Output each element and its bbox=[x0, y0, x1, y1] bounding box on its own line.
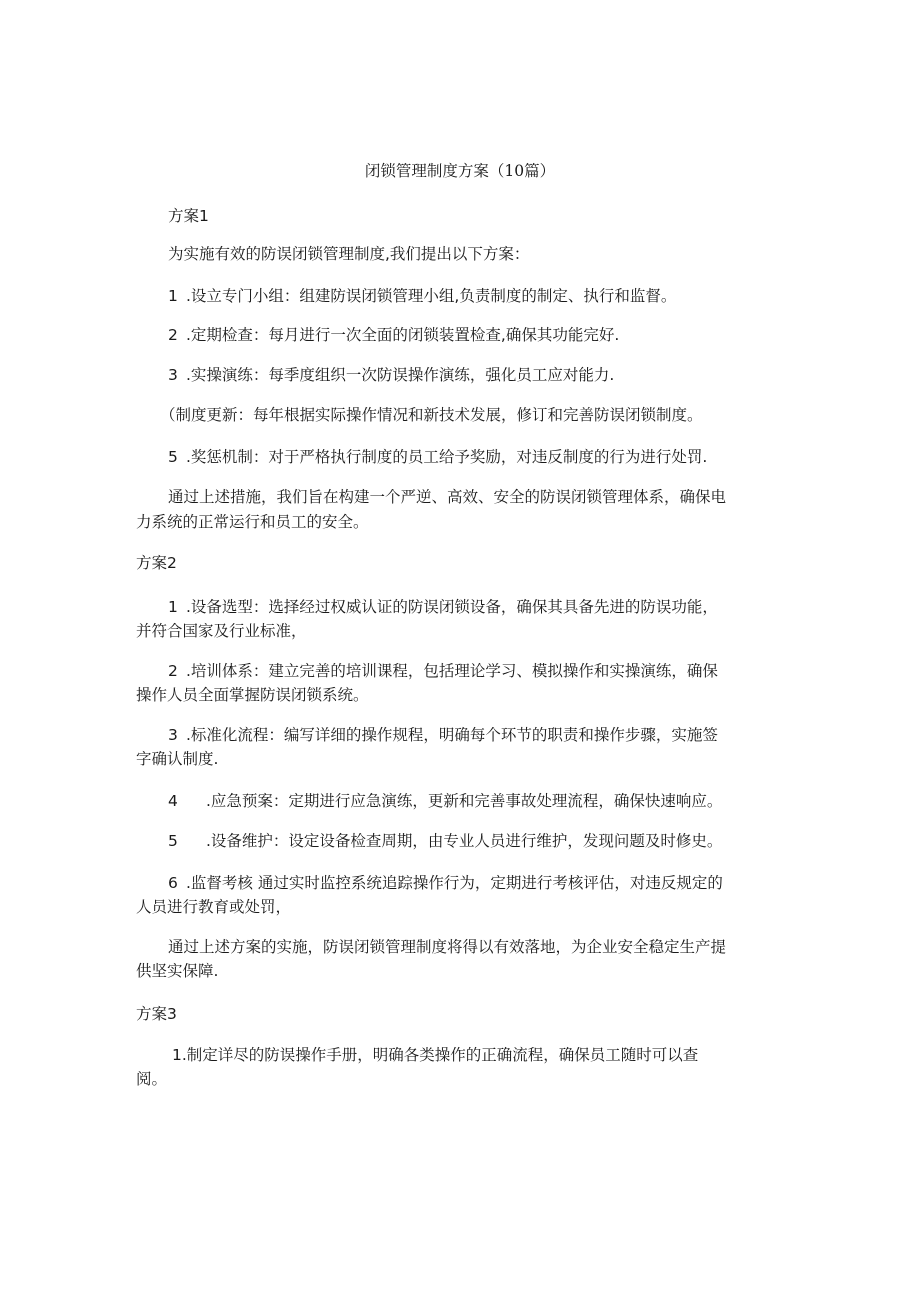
plan1-conclusion-line1: 通过上述措施，我们旨在构建一个严逆、高效、安全的防误闭锁管理体系，确保电 bbox=[168, 488, 727, 506]
plan2-item-1-line2: 并符合国家及行业标准， bbox=[136, 622, 307, 640]
plan1-heading: 方案1 bbox=[168, 207, 209, 225]
plan2-item-2-line1: .培训体系：建立完善的培训课程，包括理论学习、模拟操作和实操演练，确保 bbox=[186, 662, 718, 680]
plan2-item-2-line2: 操作人员全面掌握防误闭锁系统。 bbox=[136, 686, 369, 704]
plan1-item-2 bbox=[168, 325, 619, 345]
plan2-item-1 bbox=[168, 597, 718, 617]
plan2-item-2 bbox=[168, 661, 718, 681]
plan3-item-1-line2: 阅。 bbox=[136, 1070, 168, 1088]
document-title: 闭锁管理制度方案（10篇） bbox=[364, 162, 556, 180]
plan2-item-5-num: 5 bbox=[168, 832, 178, 850]
plan1-item-3-text: .实操演练：每季度组织一次防误操作演练，强化员工应对能力. bbox=[186, 366, 615, 384]
plan1-item-5-num: 5 bbox=[168, 448, 178, 466]
plan1-item-1-num: 1 bbox=[168, 287, 178, 305]
plan1-item-1-text: .设立专门小组：组建防误闭锁管理小组,负责制度的制定、执行和监督。 bbox=[186, 287, 677, 305]
plan2-item-3 bbox=[168, 725, 718, 745]
plan2-item-6-num: 6 bbox=[168, 874, 178, 892]
plan2-item-4-line1: .应急预案：定期进行应急演练，更新和完善事故处理流程，确保快速响应。 bbox=[206, 792, 723, 810]
plan2-item-1-num: 1 bbox=[168, 598, 178, 616]
plan2-item-1-line1: .设备选型：选择经过权威认证的防误闭锁设备，确保其具备先进的防误功能， bbox=[186, 598, 718, 616]
plan2-item-6-line2: 人员进行教育或处罚， bbox=[136, 898, 292, 916]
plan1-item-4-text: （制度更新：每年根据实际操作情况和新技术发展，修订和完善防误闭锁制度。 bbox=[160, 406, 703, 424]
plan1-item-2-text: .定期检查：每月进行一次全面的闭锁装置检查,确保其功能完好. bbox=[186, 326, 620, 344]
plan1-item-4 bbox=[160, 405, 703, 425]
plan1-intro: 为实施有效的防误闭锁管理制度,我们提出以下方案： bbox=[168, 245, 530, 263]
plan2-item-3-line1: .标准化流程：编写详细的操作规程，明确每个环节的职责和操作步骤，实施签 bbox=[186, 726, 718, 744]
plan1-conclusion-line2: 力系统的正常运行和员工的安全。 bbox=[136, 513, 369, 531]
plan2-item-5-line1: .设备维护：设定设备检查周期，由专业人员进行维护，发现问题及时修史。 bbox=[206, 832, 723, 850]
plan1-item-2-num: 2 bbox=[168, 326, 178, 344]
plan2-item-3-num: 3 bbox=[168, 726, 178, 744]
plan2-item-5 bbox=[168, 831, 722, 851]
plan2-item-2-num: 2 bbox=[168, 662, 178, 680]
plan1-item-5-text: .奖惩机制：对于严格执行制度的员工给予奖励，对违反制度的行为进行处罚. bbox=[186, 448, 708, 466]
plan2-conclusion-line1: 通过上述方案的实施，防误闭锁管理制度将得以有效落地，为企业安全稳定生产提 bbox=[168, 938, 727, 956]
plan2-item-4-num: 4 bbox=[168, 792, 178, 810]
plan3-heading: 方案3 bbox=[136, 1005, 177, 1023]
plan2-heading: 方案2 bbox=[136, 554, 177, 572]
plan1-item-3-num: 3 bbox=[168, 366, 178, 384]
plan2-item-4 bbox=[168, 791, 722, 811]
plan3-item-1-line1: 1.制定详尽的防误操作手册，明确各类操作的正确流程，确保员工随时可以查 bbox=[172, 1046, 699, 1064]
plan1-item-5 bbox=[168, 447, 707, 467]
plan1-item-1 bbox=[168, 286, 676, 306]
plan1-item-3 bbox=[168, 365, 614, 385]
plan2-item-6 bbox=[168, 873, 723, 893]
plan2-item-6-line1: .监督考核 通过实时监控系统追踪操作行为，定期进行考核评估，对违反规定的 bbox=[186, 874, 723, 892]
plan2-item-3-line2: 字确认制度. bbox=[136, 750, 219, 768]
plan2-conclusion-line2: 供坚实保障. bbox=[136, 962, 219, 980]
